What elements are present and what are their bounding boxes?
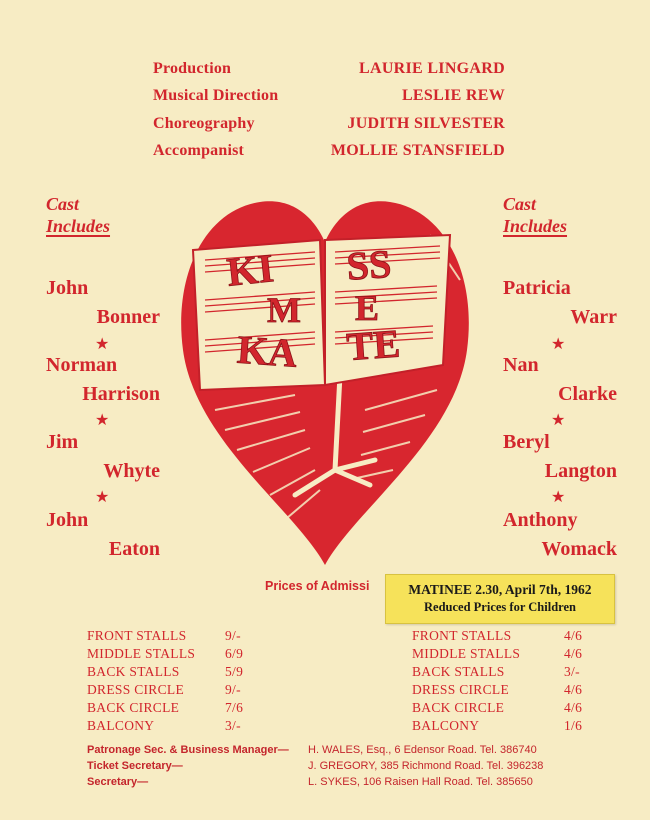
price-row <box>87 645 243 663</box>
contact-role: Patronage Sec. & Business Manager— <box>87 744 289 756</box>
matinee-sticker <box>385 574 615 624</box>
price-row <box>87 699 243 717</box>
seat-price: 6/9 <box>225 646 244 661</box>
price-row <box>412 663 582 681</box>
star-icon: ★ <box>95 336 110 353</box>
matinee-reduced: Reduced Prices for Children <box>424 600 576 614</box>
price-table-children <box>412 627 582 735</box>
credit-name: LESLIE REW <box>401 87 505 104</box>
price-row <box>87 627 243 645</box>
cast-first-name: Nan <box>503 354 539 376</box>
seat-label: BACK STALLS <box>87 664 180 679</box>
cast-first-name: Patricia <box>503 277 571 299</box>
credit-name: MOLLIE STANSFIELD <box>330 142 505 159</box>
cast-last-name: Womack <box>541 538 617 560</box>
credit-role: Production <box>153 60 232 77</box>
title-kate-left: KA <box>235 326 299 376</box>
price-row <box>412 645 582 663</box>
star-icon: ★ <box>95 489 110 506</box>
open-book <box>193 235 450 390</box>
cast-heading-line2: Includes <box>503 216 568 236</box>
seat-price: 4/6 <box>564 700 583 715</box>
matinee-time: MATINEE 2.30, April 7th, 1962 <box>408 582 592 597</box>
seat-price: 9/- <box>225 628 241 643</box>
seat-label: DRESS CIRCLE <box>87 682 184 697</box>
title-kiss-left: KI <box>224 245 276 295</box>
price-row <box>87 663 243 681</box>
seat-price: 7/6 <box>225 700 244 715</box>
seat-price: 3/- <box>564 664 580 679</box>
cast-last-name: Clarke <box>558 383 617 405</box>
seat-label: BACK CIRCLE <box>412 700 505 715</box>
contact-row <box>87 774 607 790</box>
cast-first-name: Beryl <box>503 431 550 453</box>
seat-price: 4/6 <box>564 646 583 661</box>
credit-role: Choreography <box>153 115 255 132</box>
cast-heading-line1: Cast <box>503 194 537 214</box>
seat-price: 5/9 <box>225 664 244 679</box>
contact-detail: L. SYKES, 106 Raisen Hall Road. Tel. 385650 <box>308 776 533 788</box>
star-icon: ★ <box>551 412 566 429</box>
cast-heading-line1: Cast <box>46 194 80 214</box>
contact-detail: J. GREGORY, 385 Richmond Road. Tel. 396238 <box>308 760 544 772</box>
cast-last-name: Harrison <box>82 383 160 405</box>
seat-label: MIDDLE STALLS <box>87 646 196 661</box>
seat-price: 1/6 <box>564 718 583 733</box>
seat-label: DRESS CIRCLE <box>412 682 509 697</box>
title-kate-right: TE <box>345 320 402 370</box>
cast-last-name: Bonner <box>96 306 160 328</box>
cast-last-name: Warr <box>570 306 617 328</box>
seat-label: FRONT STALLS <box>412 628 512 643</box>
cast-first-name: John <box>46 277 89 299</box>
title-kiss-right: SS <box>345 240 393 289</box>
cast-heading-left <box>46 193 110 237</box>
seat-label: BALCONY <box>87 718 155 733</box>
contact-role: Ticket Secretary— <box>87 760 183 772</box>
cast-first-name: John <box>46 509 89 531</box>
seat-price: 4/6 <box>564 682 583 697</box>
credit-role: Musical Direction <box>153 87 279 104</box>
credit-name: LAURIE LINGARD <box>359 60 505 77</box>
price-row <box>412 717 582 735</box>
price-row <box>412 681 582 699</box>
seat-label: BACK STALLS <box>412 664 505 679</box>
title-me-left: M <box>267 290 301 330</box>
seat-label: FRONT STALLS <box>87 628 187 643</box>
cast-first-name: Norman <box>46 354 118 376</box>
credit-role: Accompanist <box>153 142 245 159</box>
contacts-block <box>87 742 607 790</box>
contact-detail: H. WALES, Esq., 6 Edensor Road. Tel. 386740 <box>308 744 537 756</box>
seat-label: BACK CIRCLE <box>87 700 180 715</box>
contact-role: Secretary— <box>87 776 149 788</box>
seat-label: MIDDLE STALLS <box>412 646 521 661</box>
price-row <box>87 717 243 735</box>
star-icon: ★ <box>551 489 566 506</box>
show-through-text <box>70 30 74 47</box>
seat-price: 9/- <box>225 682 241 697</box>
star-icon: ★ <box>95 412 110 429</box>
cast-last-name: Langton <box>544 460 617 482</box>
price-row <box>412 627 582 645</box>
cast-first-name: Anthony <box>503 509 578 531</box>
seat-label: BALCONY <box>412 718 480 733</box>
cast-last-name: Eaton <box>108 538 160 560</box>
seat-price: 3/- <box>225 718 241 733</box>
price-table-adult <box>87 627 243 735</box>
cast-first-name: Jim <box>46 431 79 453</box>
prices-heading: Prices of Admissi <box>265 579 370 593</box>
star-icon: ★ <box>551 336 566 353</box>
seat-price: 4/6 <box>564 628 583 643</box>
price-row <box>412 699 582 717</box>
cast-heading-line2: Includes <box>46 216 111 236</box>
contact-row <box>87 742 607 758</box>
price-row <box>87 681 243 699</box>
cast-last-name: Whyte <box>103 460 160 482</box>
cast-heading-right <box>503 193 567 237</box>
heart-illustration <box>175 180 475 570</box>
credit-name: JUDITH SILVESTER <box>347 115 505 132</box>
title-me-right: E <box>355 288 380 328</box>
contact-row <box>87 758 607 774</box>
